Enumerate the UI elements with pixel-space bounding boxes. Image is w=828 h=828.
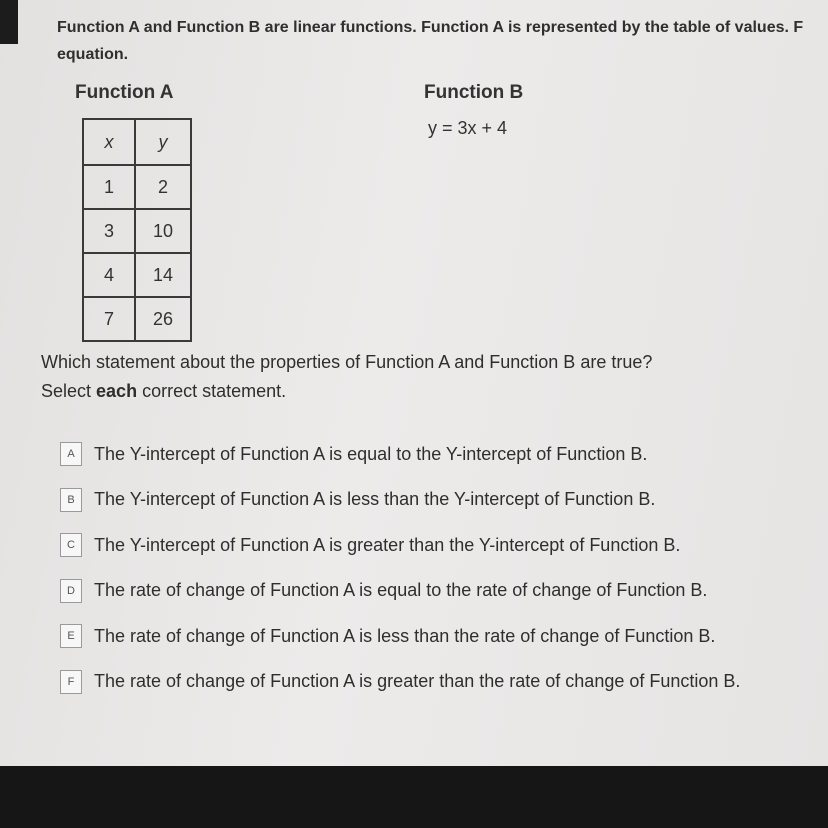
function-b-equation: y = 3x + 4 (428, 118, 508, 138)
choice-c[interactable] (60, 528, 740, 562)
question-select-text: Select (41, 381, 97, 401)
choice-f[interactable] (60, 665, 740, 699)
choice-letter-box[interactable]: B (60, 488, 82, 512)
intro-line-1: Function A and Function B are linear functions. Function A is represented by the table of values. F (57, 19, 804, 36)
choice-letter-box[interactable]: C (60, 533, 82, 557)
table-cell-y: 14 (135, 253, 191, 297)
intro-text (57, 14, 828, 68)
choice-letter-box[interactable]: D (60, 579, 82, 603)
choice-a[interactable] (60, 437, 740, 471)
intro-line-2: equation. (57, 46, 129, 63)
choice-d[interactable] (60, 574, 740, 608)
choice-letter-box[interactable]: E (60, 624, 82, 648)
choice-text[interactable]: The rate of change of Function A is equal to the rate of change of Function B. (94, 580, 708, 600)
table-cell-x: 3 (83, 209, 135, 253)
left-edge-bar (0, 0, 18, 44)
choice-text[interactable]: The rate of change of Function A is less than the rate of change of Function B. (94, 625, 716, 646)
choice-e[interactable] (60, 619, 740, 653)
table-header-row (83, 119, 191, 165)
question-line-1: Which statement about the properties of Function A and Function B are true? (41, 352, 653, 372)
table-cell-y: 2 (135, 165, 191, 209)
table-row (83, 297, 191, 341)
choice-text[interactable]: The Y-intercept of Function A is equal to the Y-intercept of Function B. (94, 443, 648, 464)
table-header-y: y (135, 119, 191, 165)
choice-text[interactable]: The Y-intercept of Function A is less than the Y-intercept of Function B. (94, 489, 656, 509)
table-cell-x: 7 (83, 297, 135, 341)
table-cell-x: 4 (83, 253, 135, 297)
table-row (83, 253, 191, 297)
table-header-x: x (83, 119, 135, 165)
question-correct-text: correct statement. (137, 381, 287, 401)
choice-text[interactable]: The rate of change of Function A is greater than the rate of change of Function B. (94, 671, 741, 691)
table-cell-y: 10 (135, 209, 191, 253)
question-line-2 (41, 377, 652, 406)
question-each-emphasis: each (96, 381, 138, 401)
function-a-title: Function A (75, 82, 174, 103)
table-cell-x: 1 (83, 165, 135, 209)
choice-letter-box[interactable]: F (60, 670, 82, 694)
table-cell-y: 26 (135, 297, 191, 341)
choice-text[interactable]: The Y-intercept of Function A is greater than the Y-intercept of Function B. (94, 534, 681, 555)
choice-letter-box[interactable]: A (60, 442, 82, 466)
function-b-title: Function B (424, 82, 524, 103)
function-a-table (82, 118, 192, 342)
table-row (83, 209, 191, 253)
table-row (83, 165, 191, 209)
choice-b[interactable] (60, 483, 740, 517)
bottom-bar (0, 766, 828, 828)
answer-choices (60, 437, 740, 710)
question-prompt (41, 348, 652, 406)
